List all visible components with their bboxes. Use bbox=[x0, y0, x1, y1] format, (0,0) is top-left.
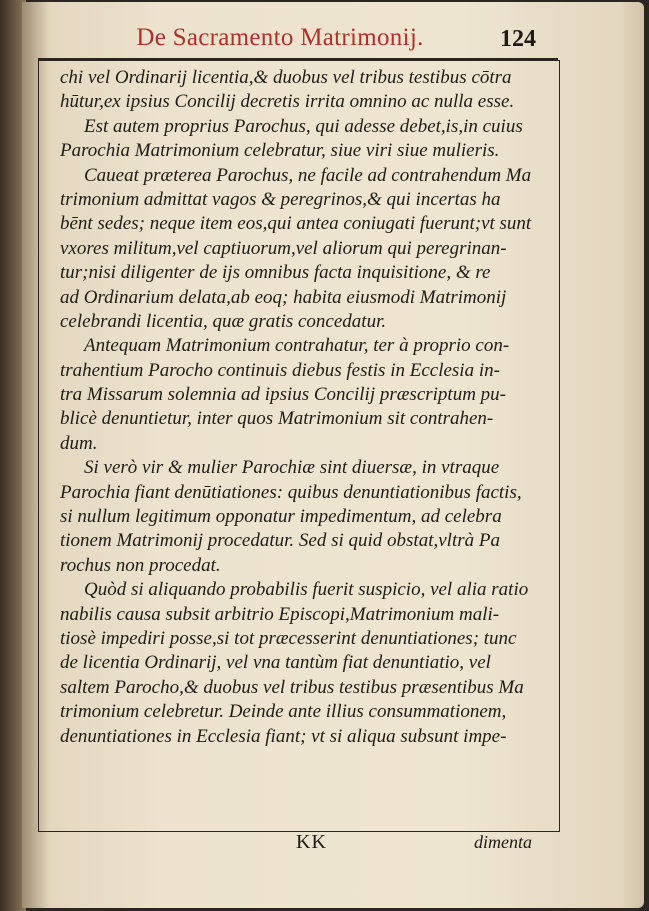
text-line: rochus non procedat. bbox=[60, 554, 221, 576]
text-line: Parochia fiant denūtiationes: quibus denuntiationibus factis, bbox=[60, 481, 522, 503]
text-line: chi vel Ordinarij licentia,& duobus vel tribus testibus cōtra bbox=[60, 67, 512, 88]
text-line: Quòd si aliquando probabilis fuerit suspicio, vel alia ratio bbox=[84, 579, 529, 601]
text-line: dum. bbox=[60, 432, 98, 454]
text-line: vxores militum,vel captiuorum,vel aliorum qui peregrinan- bbox=[60, 237, 507, 259]
signature-mark: KK bbox=[296, 831, 327, 853]
text-line: hūtur,ex ipsius Concilij decretis irrita omnino ac nulla esse. bbox=[60, 91, 515, 113]
text-line: nabilis causa subsit arbitrio Episcopi,Matrimonium mali- bbox=[60, 603, 500, 625]
running-header-title: De Sacramento Matrimonij. bbox=[136, 24, 424, 51]
text-line: trimonium admittat vagos & peregrinos,& qui incertas ha bbox=[60, 188, 501, 210]
text-line: celebrandi licentia, quæ gratis concedatur. bbox=[60, 310, 387, 332]
text-line: Caueat præterea Parochus, ne facile ad contrahendum Ma bbox=[84, 164, 532, 186]
text-line: Antequam Matrimonium contrahatur, ter à proprio con- bbox=[84, 335, 510, 357]
text-line: trimonium celebretur. Deinde ante illius consummationem, bbox=[60, 701, 507, 723]
text-line: de licentia Ordinarij, vel vna tantùm fiat denuntiatio, vel bbox=[60, 652, 491, 674]
text-line: tur;nisi diligenter de ijs omnibus facta inquisitione, & re bbox=[60, 262, 491, 284]
text-line: tra Missarum solemnia ad ipsius Concilij præscriptum pu- bbox=[60, 384, 506, 406]
text-line: saltem Parocho,& duobus vel tribus testibus præsentibus Ma bbox=[60, 676, 524, 698]
text-line: Si verò vir & mulier Parochiæ sint diuersæ, in vtraque bbox=[84, 457, 500, 479]
text-line: ad Ordinarium delata,ab eoq; habita eiusmodi Matrimonij bbox=[60, 286, 507, 308]
text-line: tiosè impediri posse,si tot præcesserint denuntiationes; tunc bbox=[60, 627, 517, 649]
text-line: denuntiationes in Ecclesia fiant; vt si aliqua subsunt impe- bbox=[60, 725, 507, 747]
text-line: si nullum legitimum opponatur impedimentum, ad celebra bbox=[60, 506, 502, 528]
text-line: Parochia Matrimonium celebratur, siue viri siue mulieris. bbox=[60, 140, 500, 162]
page-number: 124 bbox=[500, 26, 536, 52]
body-text bbox=[60, 66, 554, 749]
text-line: blicè denuntietur, inter quos Matrimonium sit contrahen- bbox=[60, 408, 494, 430]
text-line: bēnt sedes; neque item eos,qui antea coniugati fuerunt;vt sunt bbox=[60, 213, 532, 235]
catchword: dimenta bbox=[474, 832, 532, 852]
text-line: tionem Matrimonij procedatur. Sed si quid obstat,vltrà Pa bbox=[60, 530, 500, 552]
text-line: Est autem proprius Parochus, qui adesse debet,is,in cuius bbox=[84, 115, 523, 137]
text-line: trahentium Parocho continuis diebus festis in Ecclesia in- bbox=[60, 359, 500, 381]
